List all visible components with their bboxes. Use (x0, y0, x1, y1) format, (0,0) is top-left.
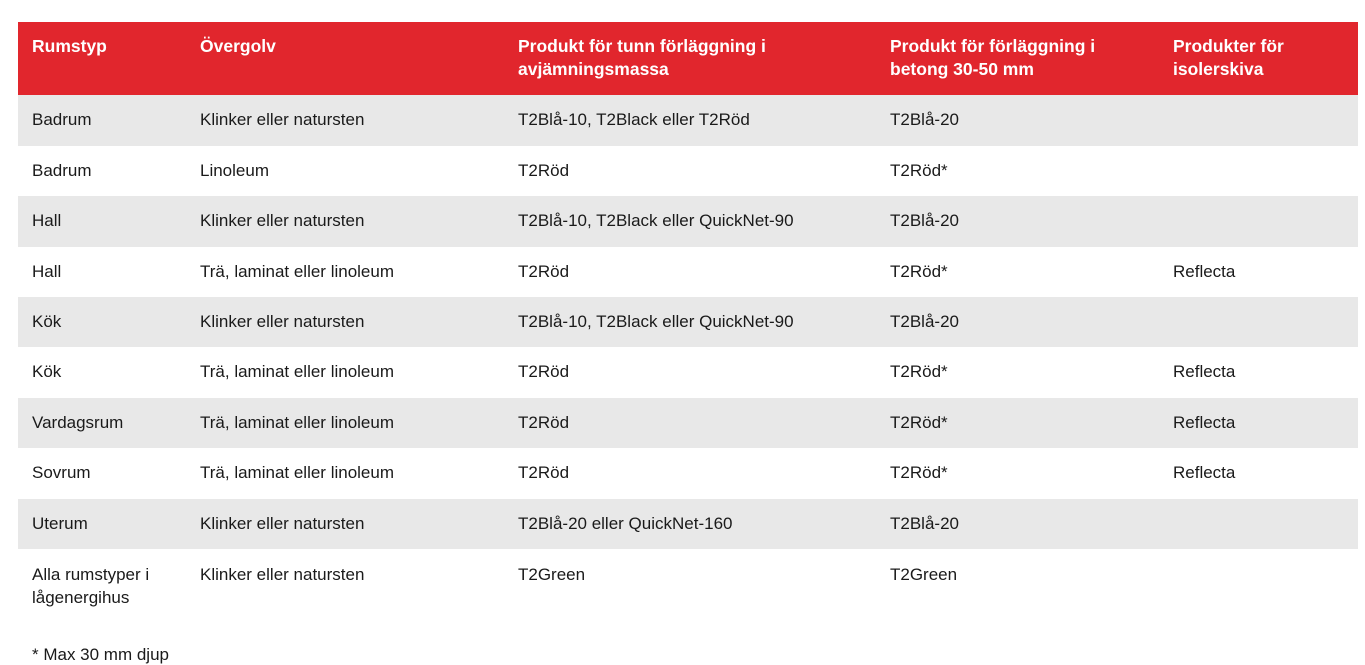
table-row (18, 146, 1358, 196)
cell-isolerskiva (1159, 549, 1358, 625)
product-comparison-table (18, 22, 1358, 625)
table-row (18, 499, 1358, 549)
cell-isolerskiva: Reflecta (1159, 448, 1358, 498)
cell-isolerskiva: Reflecta (1159, 247, 1358, 297)
table-row (18, 95, 1358, 145)
cell-rumstyp: Hall (18, 196, 186, 246)
cell-isolerskiva (1159, 146, 1358, 196)
cell-isolerskiva: Reflecta (1159, 347, 1358, 397)
table-body (18, 95, 1358, 625)
cell-rumstyp: Sovrum (18, 448, 186, 498)
cell-betong: T2Blå-20 (876, 196, 1159, 246)
cell-betong: T2Green (876, 549, 1159, 625)
cell-overgolv: Trä, laminat eller linoleum (186, 247, 504, 297)
cell-betong: T2Blå-20 (876, 297, 1159, 347)
cell-tunn-forlaggning: T2Blå-20 eller QuickNet-160 (504, 499, 876, 549)
cell-isolerskiva: Reflecta (1159, 398, 1358, 448)
table-row (18, 247, 1358, 297)
table-row (18, 347, 1358, 397)
cell-isolerskiva (1159, 95, 1358, 145)
cell-rumstyp: Uterum (18, 499, 186, 549)
cell-tunn-forlaggning: T2Röd (504, 398, 876, 448)
column-header-betong: Produkt för förläggning i betong 30-50 mm (876, 22, 1159, 95)
cell-isolerskiva (1159, 499, 1358, 549)
cell-overgolv: Klinker eller natursten (186, 196, 504, 246)
table-header-row (18, 22, 1358, 95)
cell-tunn-forlaggning: T2Röd (504, 247, 876, 297)
column-header-rumstyp: Rumstyp (18, 22, 186, 95)
cell-rumstyp: Kök (18, 297, 186, 347)
table-row (18, 196, 1358, 246)
cell-overgolv: Trä, laminat eller linoleum (186, 448, 504, 498)
cell-overgolv: Klinker eller natursten (186, 499, 504, 549)
cell-overgolv: Klinker eller natursten (186, 95, 504, 145)
cell-overgolv: Klinker eller natursten (186, 297, 504, 347)
cell-betong: T2Röd* (876, 347, 1159, 397)
table-row (18, 398, 1358, 448)
cell-rumstyp: Badrum (18, 95, 186, 145)
cell-isolerskiva (1159, 196, 1358, 246)
cell-overgolv: Trä, laminat eller linoleum (186, 398, 504, 448)
cell-tunn-forlaggning: T2Blå-10, T2Black eller QuickNet-90 (504, 196, 876, 246)
column-header-isolerskiva: Produkter för isolerskiva (1159, 22, 1358, 95)
column-header-overgolv: Övergolv (186, 22, 504, 95)
table-header (18, 22, 1358, 95)
cell-rumstyp: Alla rumstyper i lågenergihus (18, 549, 186, 625)
column-header-tunn-forlaggning: Produkt för tunn förläggning i avjämningsmassa (504, 22, 876, 95)
cell-rumstyp: Badrum (18, 146, 186, 196)
cell-betong: T2Blå-20 (876, 499, 1159, 549)
cell-betong: T2Röd* (876, 398, 1159, 448)
cell-tunn-forlaggning: T2Röd (504, 347, 876, 397)
cell-isolerskiva (1159, 297, 1358, 347)
table-footnote: * Max 30 mm djup (32, 645, 169, 664)
cell-overgolv: Trä, laminat eller linoleum (186, 347, 504, 397)
table-row (18, 448, 1358, 498)
cell-tunn-forlaggning: T2Röd (504, 146, 876, 196)
cell-rumstyp: Hall (18, 247, 186, 297)
cell-overgolv: Linoleum (186, 146, 504, 196)
table-row (18, 297, 1358, 347)
cell-betong: T2Röd* (876, 448, 1159, 498)
cell-betong: T2Röd* (876, 247, 1159, 297)
cell-rumstyp: Kök (18, 347, 186, 397)
cell-tunn-forlaggning: T2Röd (504, 448, 876, 498)
cell-betong: T2Blå-20 (876, 95, 1159, 145)
cell-betong: T2Röd* (876, 146, 1159, 196)
cell-tunn-forlaggning: T2Green (504, 549, 876, 625)
cell-tunn-forlaggning: T2Blå-10, T2Black eller T2Röd (504, 95, 876, 145)
cell-overgolv: Klinker eller natursten (186, 549, 504, 625)
cell-tunn-forlaggning: T2Blå-10, T2Black eller QuickNet-90 (504, 297, 876, 347)
table-row (18, 549, 1358, 625)
cell-rumstyp: Vardagsrum (18, 398, 186, 448)
